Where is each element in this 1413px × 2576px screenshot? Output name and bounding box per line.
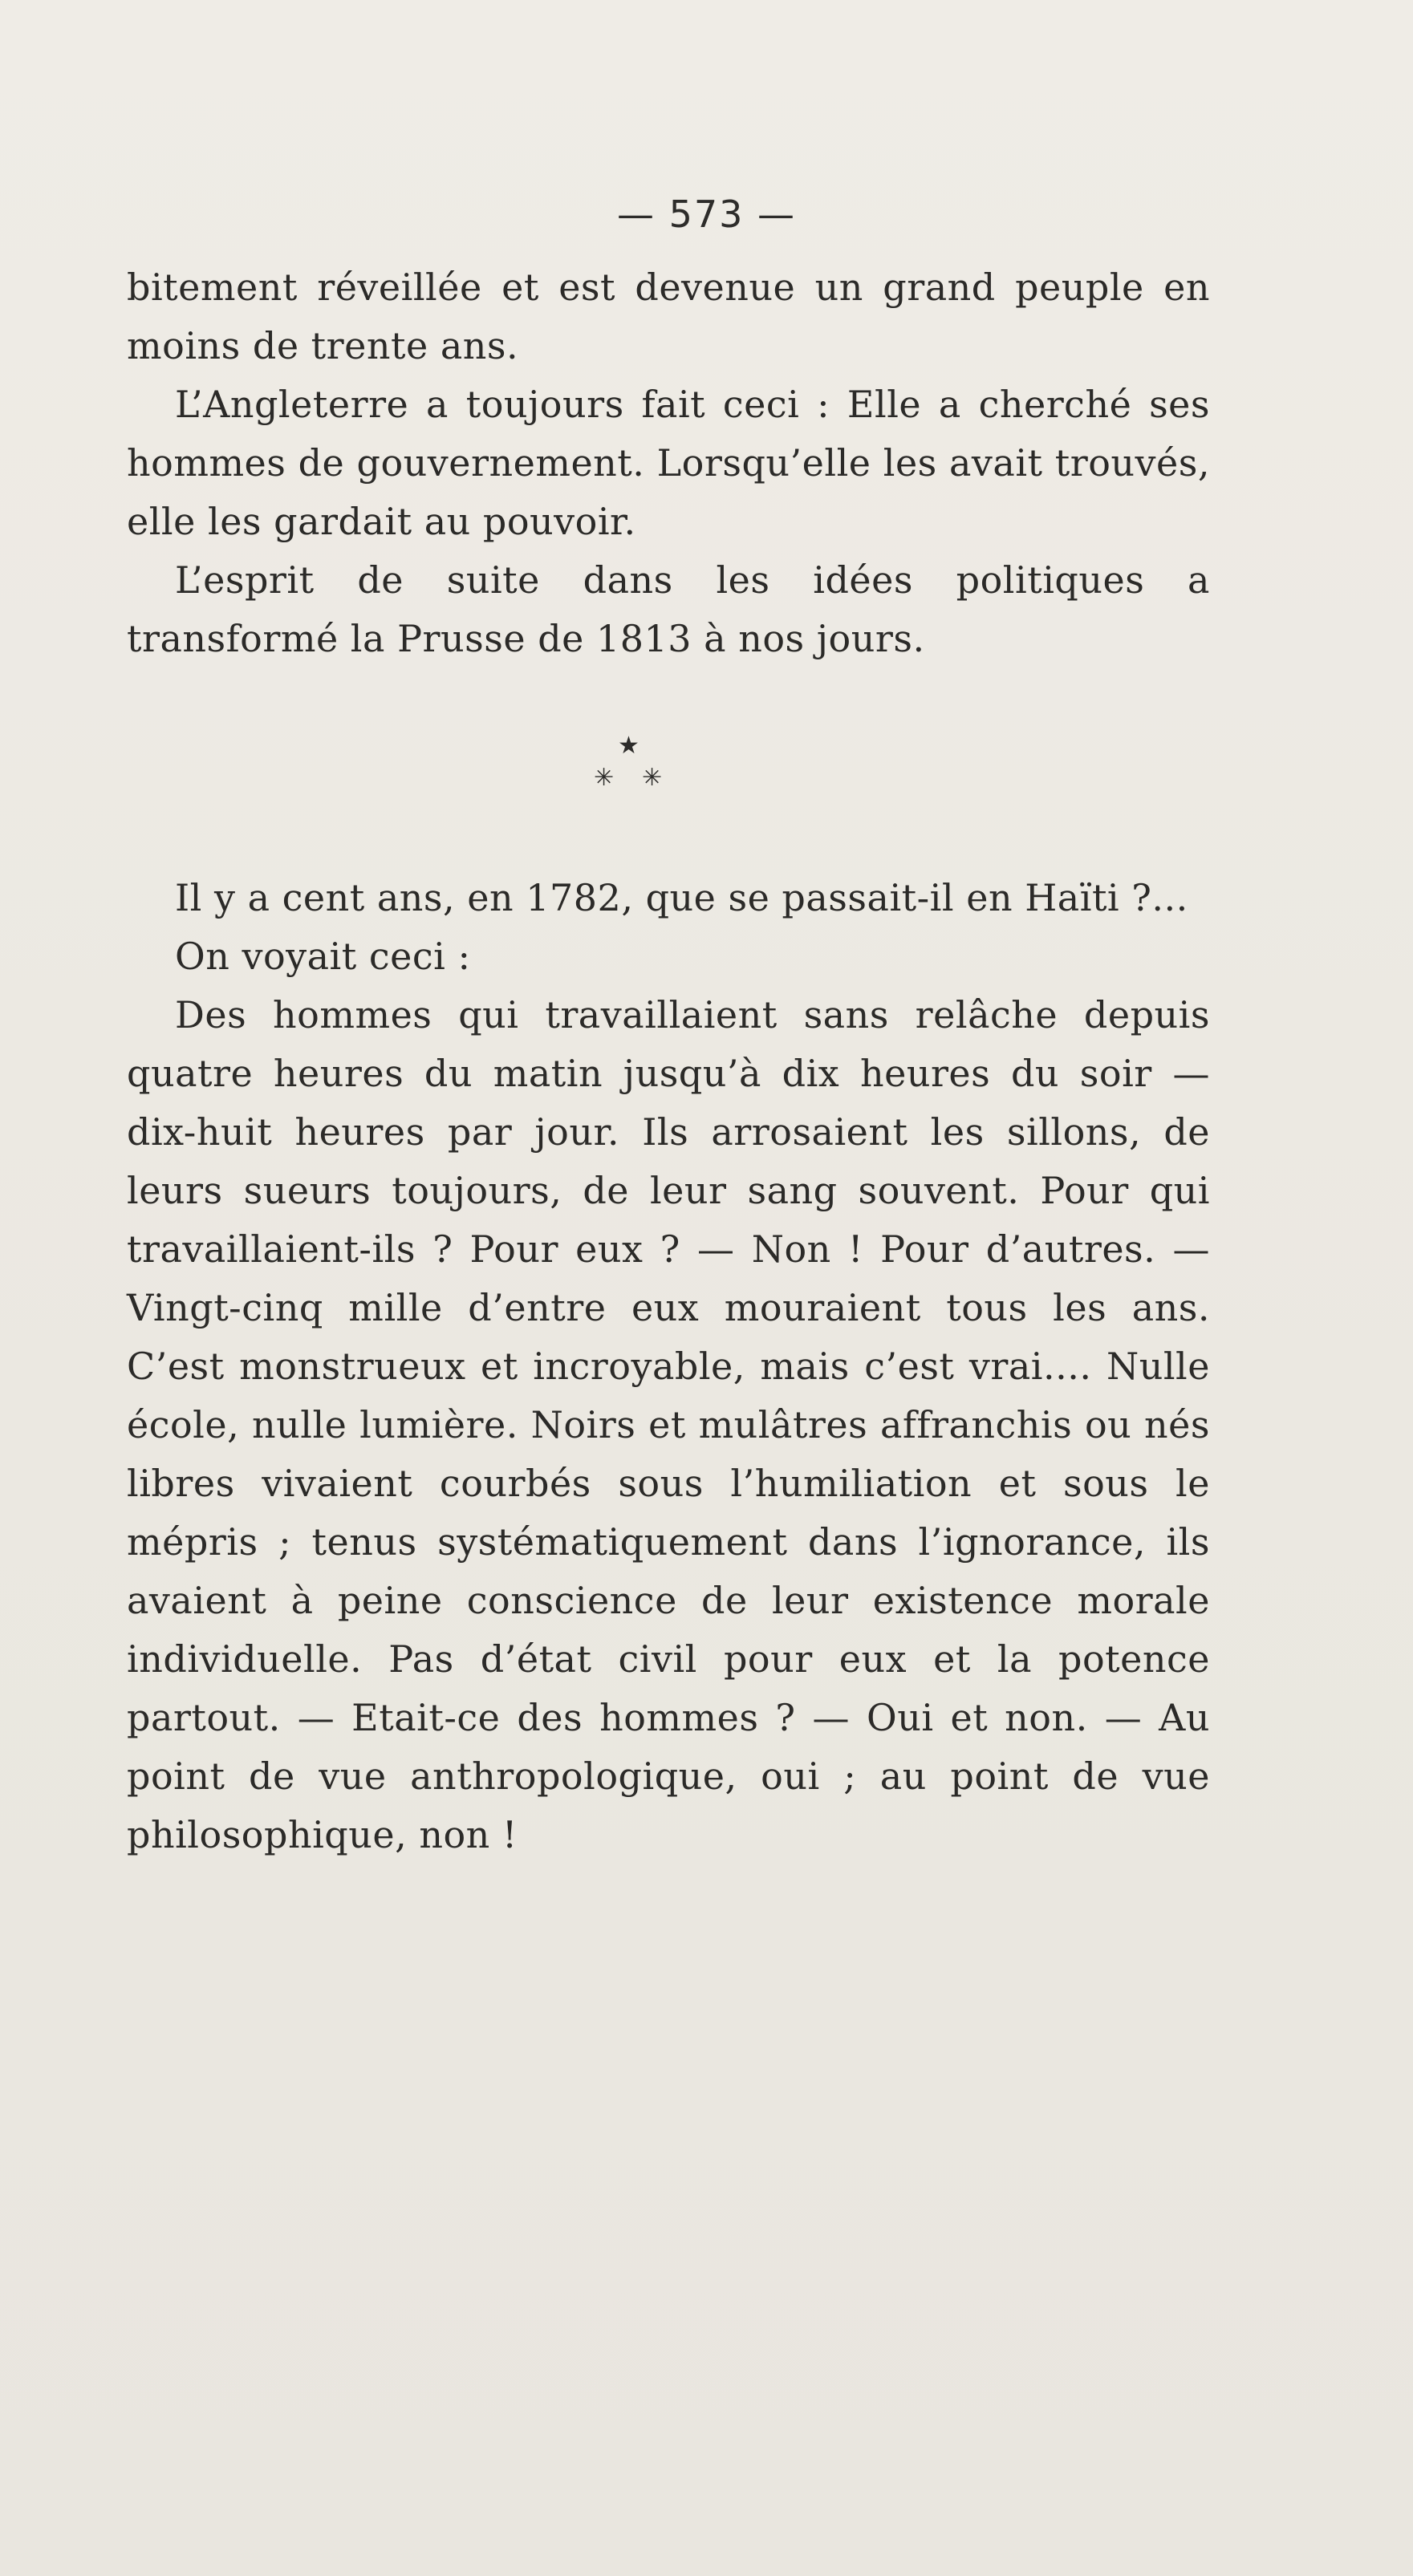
- star-icon: ★: [618, 732, 640, 760]
- paragraph-description: Des hommes qui travaillaient sans relâche depuis quatre heures du matin jusqu’à dix heures du soir — dix-huit heures par jour. Ils arrosaient les sillons, de leurs sueurs toujours, de leur sang souvent. Pour qui travaillaient-ils ? Pour eux ? — Non ! Pour d’autres. — Vingt-cinq mille d’entre eux mouraient tous les ans. C’est monstrueux et incroyable, mais c’est vrai.... Nulle école, nulle lumière. Noirs et mulâtres affranchis ou nés libres vivaient courbés sous l’humiliation et sous le mépris ; tenus systématiquement dans l’ignorance, ils avaient à peine conscience de leur existence morale individuelle. Pas d’état civil pour eux et la potence partout. — Etait-ce des hommes ? — Oui et non. — Au point de vue anthropologique, oui ; au point de vue philosophique, non !: [127, 993, 1210, 1856]
- body-text: [127, 258, 1210, 1864]
- paragraph-on-voyait: On voyait ceci :: [175, 935, 471, 978]
- asterisk-icon: ✳: [642, 764, 663, 792]
- asterisk-icon: ✳: [594, 764, 615, 792]
- paragraph-continuation: bitement réveillée et est devenue un grand peuple en moins de trente ans.: [127, 266, 1210, 367]
- paragraph-prussia: L’esprit de suite dans les idées politiques a transformé la Prusse de 1813 à nos jours.: [127, 558, 1210, 660]
- asterism-separator: [127, 708, 1210, 837]
- paragraph-haiti-question: Il y a cent ans, en 1782, que se passait-il en Haïti ?...: [175, 876, 1188, 919]
- paragraph-england: L’Angleterre a toujours fait ceci : Elle a cherché ses hommes de gouvernement. Lorsqu’elle les avait trouvés, elle les gardait au pouvoir.: [127, 383, 1210, 543]
- page-number: — 573 —: [616, 193, 797, 236]
